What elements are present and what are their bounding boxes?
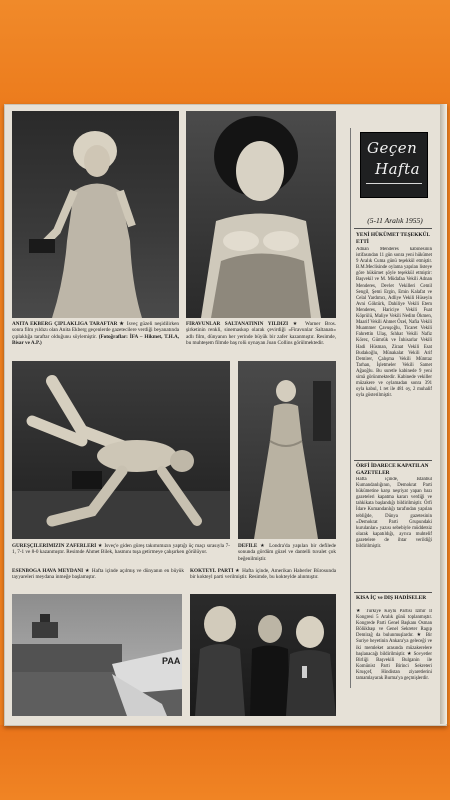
caption-text: ★ Londra'da yapılan bir defilede sonunda gördüm güzel ve dantelli tuvalet çok beğenilmiştir. xyxy=(238,543,336,562)
photo-joan-collins xyxy=(186,111,336,318)
cocktail-party-scene xyxy=(190,594,336,716)
article-kisa-haberler xyxy=(356,609,432,691)
masthead-line1: Geçen xyxy=(367,139,418,157)
photo-credit: (Fotoğraflar: İFA – Hikmet, T.H.A, Bisar ve A.P.) xyxy=(12,333,179,347)
column-divider xyxy=(350,128,351,688)
masthead-underline xyxy=(366,183,422,184)
date-range: (5-11 Aralık 1955) xyxy=(367,216,423,225)
heading-yeni-hukumet: YENİ HÜKÜMET TEŞEKKÜL ETTİ xyxy=(356,232,430,245)
plane-livery-text: PAA xyxy=(162,656,181,666)
article-text: Hafta içinde, İstanbul Kumandanlığının, Demokrat Parti hükümetine karşı neşriyat yapan bazı gazeteleri kapatma kararı verdiği ve tahkikata başlandığı bildirilmiştir. Örfi İdare Kumandanlığı tarafından yapılan tebliğde, Dünya gazetesinin «Demokrat Parti Grupundaki kurulanlar» yazısı sebebiyle müddetsiz olarak kapatıldığı, ayrıca muhtelif gazetelere de ihtar verildiği bildirilmiştir. xyxy=(356,477,432,550)
article-text: Adnan Menderes kabinesinin istifasından 11 gün sonra yeni hükümet 9 Aralık Cuma günü teşekkül etmiştir. B.M.Meclisinde oylama yapılan listeye göre hükümet şöyle teşekkül etmiştir: Başvekil ve M. Müdafaa Vekili Adnan Menderes, Devlet Vekilleri Cemil Sengil, Şemi Ergin, Emin Kalafat ve Celal Yardımcı, Adliye Vekili Hüseyin Avni Göktürk, Dahiliye Vekili Etem Menderes, Hariciye Vekili Fuat Köprülü, Maliye Vekili Nedim Ökmen, Maarif Vekili Ahmet Özel, Nafia Vekili Muammer Çavuşoğlu, Ticaret Vekili Fahrettin Ulaş, Sıhhat Vekili Nafiz Körez, Gümrük ve İnhisarlar Vekili Hadi Hüsman, Ziraat Vekili Esat Budakoğlu, Münakalat Vekili Arif Demirer, Çalışma Vekili Mümtaz Tarhan, İşletmeler Vekili Samet Ağaoğlu. Bu suretle kabinede 9 yeni simâ görünmektedir. Kabinede vekiller müzakere ve oylamadan sonra 391 oyla kabul, 1 ret ile 481 oy, 2 muhalif oyla gösterilmiştir. xyxy=(356,247,432,399)
caption-title: GÜREŞÇİLERİMİZİN ZAFERLERİ xyxy=(12,543,97,549)
photo-anita-ekberg xyxy=(12,111,179,318)
caption-wrestlers xyxy=(12,543,230,565)
caption-joan-collins xyxy=(186,321,336,355)
caption-title: FİRAVUNLAR SALTANATININ YILDIZI xyxy=(186,321,289,327)
caption-text: ★ Warner Bros. şirketinin renkli, sinemaskop olarak çevirdiği «Firavunlar Saltanatı» adlı film, dünyanın her yerinde büyük bir zafer kazanmıştır. Resimde, bu muhteşem filmde baş rolü oynayan Joan Collins görülmektedir. xyxy=(186,321,336,347)
masthead-gecen-hafta xyxy=(360,132,428,198)
article-text: ★ Türkiye Köylü Partisi İzmir İl Kongresi 5 Aralık günü toplanmıştır. Kongrede Parti Genel Başkanı Osman Bölükbaşı ve Genel Sekreter Ragıp Demirağ da bulunmuşlardır. ★ Bir Suriye heyetinin Ankara'ya geleceği ve iki memleket arasında müzakerelere başlanacağı bildirilmiştir. ★ Sovyetler Birliği Başvekili Bulganin ile Komünist Parti Birinci Sekreteri Kruşçef, Hindistan ziyaretlerini tamamlayarak Burma'ya geçmişlerdir. xyxy=(356,609,432,682)
photo-esenboga-airport xyxy=(12,594,182,716)
caption-title: ANITA EKBERG ÇIPLAKLIĞA TARAFTAR ★ xyxy=(12,321,125,327)
anita-ekberg-figure xyxy=(12,111,179,318)
orange-backdrop-top xyxy=(0,0,450,110)
article-orfi-idare xyxy=(356,477,432,590)
joan-collins-figure xyxy=(186,111,336,318)
divider xyxy=(354,592,432,593)
masthead-line2: Hafta xyxy=(375,160,421,178)
caption-text: ★ İsveç'e giden güreş takımımızın yaptığı üç maçı sırasıyla 7-1, 7-1 ve 8-0 kazanmıştır. Resimde Ahmet Bilek, hasmını tuşa getirmeye çalışırken görülüyor. xyxy=(12,543,230,556)
article-yeni-hukumet xyxy=(356,247,432,458)
heading-kisa-haberler: KISA İÇ ve DIŞ HADİSELER xyxy=(356,595,427,601)
photo-wrestlers xyxy=(12,361,230,539)
divider xyxy=(354,460,432,461)
photo-defile xyxy=(238,361,336,539)
caption-title: DEFİLE xyxy=(238,543,258,549)
caption-title: ESENBOĞA HAVA MEYDANI xyxy=(12,568,84,574)
wrestlers-figure xyxy=(12,361,230,539)
defile-figure xyxy=(238,361,336,539)
caption-text: ★ Hafta içinde açılmış ve dünyanın en büyük tayyareleri meydana inmeğe başlamıştır. xyxy=(12,568,184,581)
caption-esenboga xyxy=(12,568,184,590)
heading-orfi-idare: ÖRFİ İDARECE KAPATILAN GAZETELER xyxy=(356,463,429,476)
page-edge xyxy=(440,104,447,724)
caption-defile xyxy=(238,543,336,565)
caption-anita-ekberg xyxy=(12,321,179,355)
photo-cocktail-party xyxy=(190,594,336,716)
orange-backdrop-bottom xyxy=(0,725,450,800)
divider xyxy=(354,228,432,229)
caption-text: İsveç güzeli neşidilirken sonra film yıldızı olan Anita Ekberg geçenlerde gazetecilere verdiği beyanatında çıplaklığa taraftar olduğunu söylemiştir. xyxy=(12,321,179,340)
airport-scene xyxy=(12,594,182,716)
caption-title: KOKTEYL PARTİ xyxy=(190,568,234,574)
caption-kokteyl xyxy=(190,568,336,590)
caption-text: ★ Hafta içinde, Amerikan Haberler Bürosunda bir kokteyl parti verilmiştir. Resimde, bu kokteylde alınmıştır. xyxy=(190,568,336,581)
